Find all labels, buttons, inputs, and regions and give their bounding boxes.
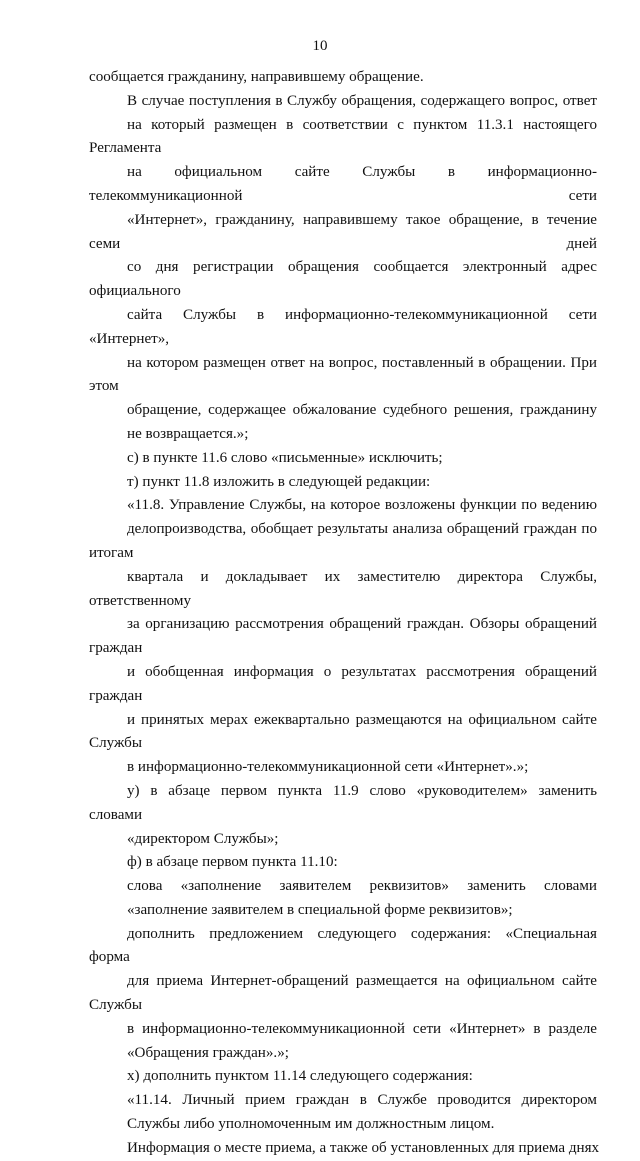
paragraph (89, 1065, 597, 1089)
paragraph (89, 90, 597, 447)
text-line: и принятых мерах ежеквартально размещаются на официальном сайте Службы (89, 711, 597, 752)
text-line: за организацию рассмотрения обращений граждан. Обзоры обращений граждан (89, 616, 597, 657)
text-line: на официальном сайте Службы в информационно-телекоммуникационной сети (89, 164, 597, 204)
text-line: со дня регистрации обращения сообщается электронный адрес официального (89, 259, 597, 300)
paragraph (89, 494, 597, 780)
text-line: дополнить предложением следующего содержания: «Специальная форма (89, 925, 597, 966)
paragraph (89, 780, 597, 851)
paragraph (89, 1089, 597, 1137)
text-line: ф) в абзаце первом пункта 11.10: (127, 854, 338, 871)
text-line: «11.14. Личный прием граждан в Службе проводится директором (127, 1092, 597, 1109)
text-line: Службы либо уполномоченным им должностным лицом. (127, 1116, 495, 1133)
paragraph (89, 471, 597, 495)
text-line: на который размещен в соответствии с пунктом 11.3.1 настоящего Регламента (89, 116, 597, 157)
text-line: в информационно-телекоммуникационной сети «Интернет».»; (127, 759, 529, 776)
text-line: Информация о месте приема, а также об установленных для приема днях (127, 1139, 600, 1156)
text-line: «Обращения граждан».»; (127, 1044, 289, 1061)
text-line: с) в пункте 11.6 слово «письменные» исключить; (127, 449, 443, 466)
text-line: «заполнение заявителем в специальной форме реквизитов»; (127, 901, 513, 918)
text-line: т) пункт 11.8 изложить в следующей редакции: (127, 473, 431, 490)
paragraph (89, 875, 597, 923)
text-line: х) дополнить пунктом 11.14 следующего содержания: (127, 1068, 473, 1085)
document-body (89, 66, 600, 1161)
paragraph (89, 923, 597, 1066)
text-line: слова «заполнение заявителем реквизитов» заменить словами (127, 878, 597, 895)
text-line: на котором размещен ответ на вопрос, поставленный в обращении. При этом (89, 354, 597, 395)
paragraph (89, 851, 597, 875)
text-line: делопроизводства, обобщает результаты анализа обращений граждан по итогам (89, 521, 597, 561)
text-line: не возвращается.»; (127, 425, 249, 442)
paragraph (89, 447, 597, 471)
text-line: и обобщенная информация о результатах рассмотрения обращений граждан (89, 663, 597, 704)
text-line: «директором Службы»; (127, 830, 279, 847)
text-line: сайта Службы в информационно-телекоммуникационной сети «Интернет», (89, 306, 597, 347)
text-line: для приема Интернет-обращений размещается на официальном сайте Службы (89, 973, 597, 1014)
text-line: у) в абзаце первом пункта 11.9 слово «руководителем» заменить словами (89, 782, 597, 823)
text-line: «11.8. Управление Службы, на которое возложены функции по ведению (127, 497, 597, 514)
text-line: в информационно-телекоммуникационной сети «Интернет» в разделе (127, 1020, 597, 1037)
text-line: «Интернет», гражданину, направившему такое обращение, в течение семи дней (89, 211, 597, 252)
page-number: 10 (312, 38, 328, 54)
text-line: сообщается гражданину, направившему обращение. (89, 69, 424, 85)
text-line: В случае поступления в Службу обращения, содержащего вопрос, ответ (127, 92, 597, 109)
paragraph (89, 66, 597, 90)
text-line: квартала и докладывает их заместителю директора Службы, ответственному (89, 568, 597, 609)
text-line: обращение, содержащее обжалование судебного решения, гражданину (127, 402, 597, 419)
paragraph (89, 1137, 600, 1161)
